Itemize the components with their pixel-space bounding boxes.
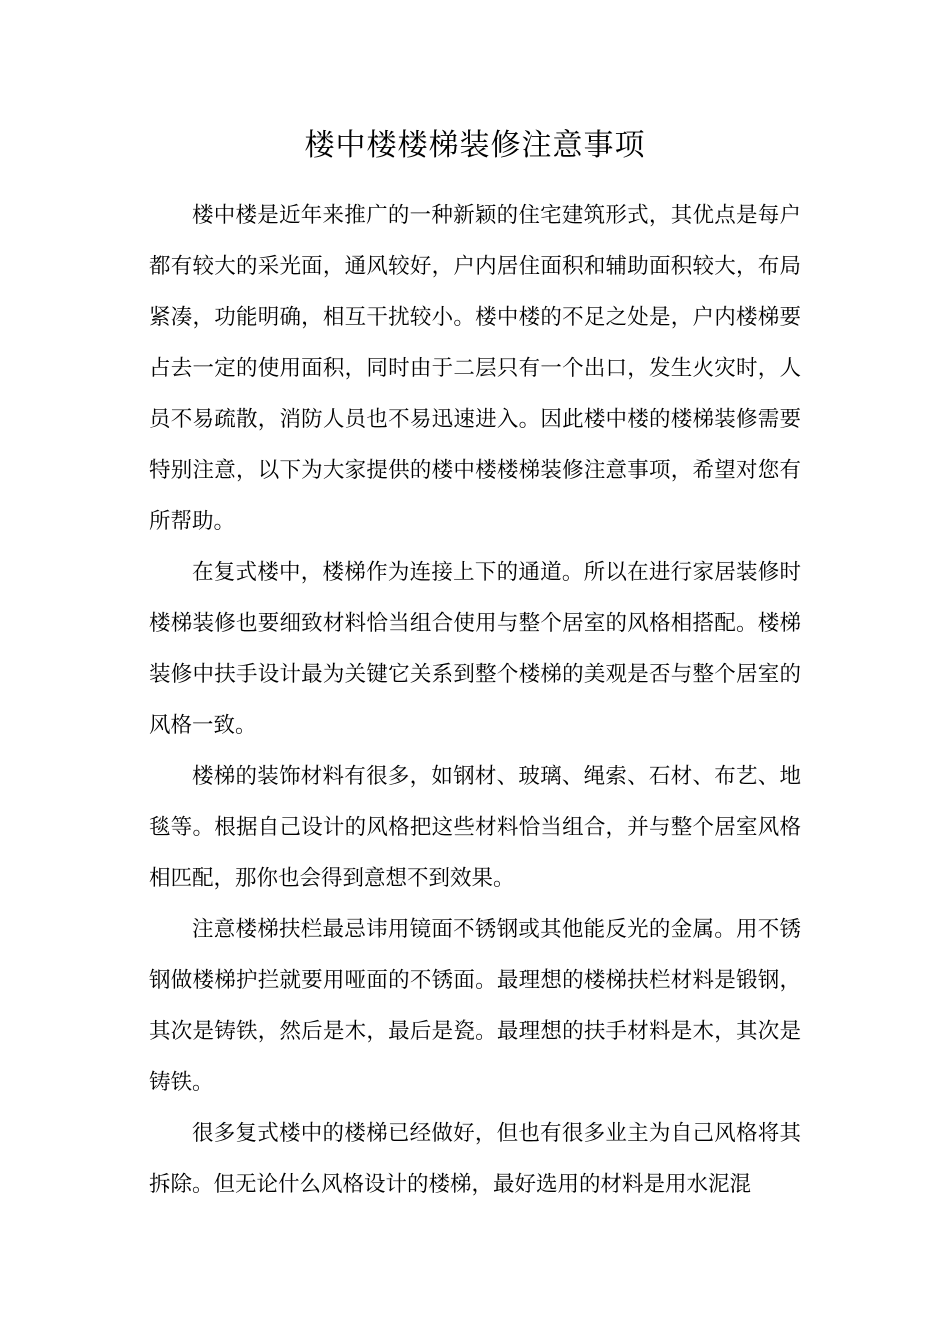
paragraph-5: 很多复式楼中的楼梯已经做好，但也有很多业主为自己风格将其拆除。但无论什么风格设计的楼梯，最好选用的材料是用水泥混 — [149, 1121, 801, 1197]
paragraph-1: 楼中楼是近年来推广的一种新颖的住宅建筑形式，其优点是每户都有较大的采光面，通风较好，户内居住面积和辅助面积较大，布局紧凑，功能明确，相互干扰较小。楼中楼的不足之处是，户内楼梯要占去一定的使用面积，同时由于二层只有一个出口，发生火灾时，人员不易疏散，消防人员也不易迅速进入。因此楼中楼的楼梯装修需要特别注意，以下为大家提供的楼中楼楼梯装修注意事项，希望对您有所帮助。 — [149, 203, 801, 534]
page-title: 楼中楼楼梯装修注意事项 — [304, 128, 646, 163]
paragraph-3: 楼梯的装饰材料有很多，如钢材、玻璃、绳索、石材、布艺、地毯等。根据自己设计的风格把这些材料恰当组合，并与整个居室风格相匹配，那你也会得到意想不到效果。 — [149, 764, 801, 891]
paragraph-2: 在复式楼中，楼梯作为连接上下的通道。所以在进行家居装修时楼梯装修也要细致材料恰当组合使用与整个居室的风格相搭配。楼梯装修中扶手设计最为关键它关系到整个楼梯的美观是否与整个居室的风格一致。 — [149, 560, 801, 738]
document-body — [149, 190, 801, 1210]
paragraph-4: 注意楼梯扶栏最忌讳用镜面不锈钢或其他能反光的金属。用不锈钢做楼梯护拦就要用哑面的不锈面。最理想的楼梯扶栏材料是锻钢，其次是铸铁，然后是木，最后是瓷。最理想的扶手材料是木，其次是铸铁。 — [149, 917, 801, 1095]
